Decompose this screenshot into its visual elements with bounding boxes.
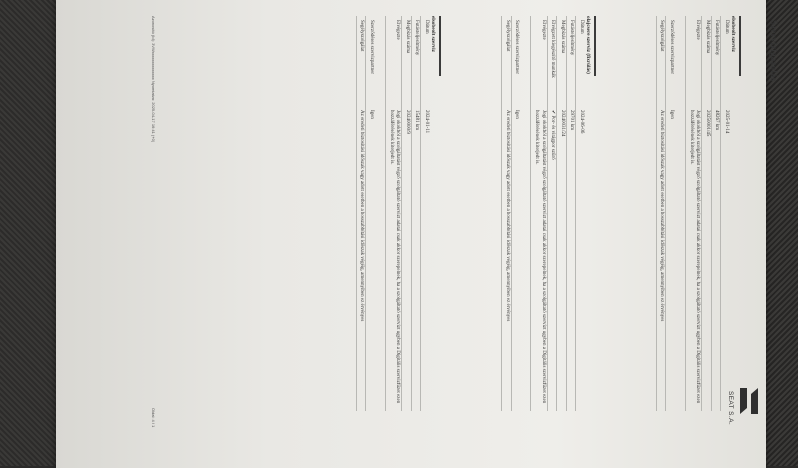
row-value: 2024-01-11 <box>424 110 429 134</box>
table-row <box>356 16 366 411</box>
section-heading: elsobeolt szerviz <box>430 16 436 52</box>
row-label: Megbízás száma <box>704 20 710 54</box>
table-row <box>420 16 430 411</box>
row-value: Jogi okokból a szolgáltatást végző szolgáltató szervizt adatai csak akkor szerepelnek, ha a szolgáltató szervizt ugyben a Digitális szervizfüzet ezen hozzáférésének kiterjedt is. <box>534 110 546 404</box>
row-label: Elvégezte <box>395 20 401 40</box>
section-divider <box>594 16 596 76</box>
section-divider <box>739 16 741 76</box>
table-row <box>556 16 566 411</box>
table-row <box>665 16 675 411</box>
row-label: Segélyszolgálat <box>659 20 665 52</box>
section-heading: elsobeolt szerviz <box>730 16 736 52</box>
row-label: Szerződéses szervizpartner <box>514 20 520 74</box>
table-row <box>511 16 521 411</box>
row-value: Az eredeti biztosítási időszak vagy adott esetben a hosszabbítási időszak végéig, amennyiben ez érvényes <box>659 110 665 322</box>
brand-name: SEAT S.A. <box>727 390 734 426</box>
row-label: Elvégezte <box>540 20 546 40</box>
row-value: Igen <box>669 110 675 119</box>
service-section-1 <box>656 16 741 411</box>
table-row <box>656 16 666 411</box>
table-row <box>701 16 711 411</box>
row-label: Segélyszolgálat <box>359 20 365 52</box>
row-value: 15481 km <box>414 110 420 131</box>
row-value: 2025-01-14 <box>724 110 729 134</box>
row-value: 20240000/9 <box>404 110 410 134</box>
service-section-2 <box>501 16 596 411</box>
footer-identifier: Azonosító (Id): 3VWxxxxxxxxxxxxxx Nyomtatva: 2025-04-17 16:41 (+0) <box>151 16 156 143</box>
document-sheet <box>56 0 779 468</box>
row-label: Segélyszolgálat <box>504 20 510 52</box>
row-label: Megbízás száma <box>559 20 565 54</box>
row-value: Jogi okokból a szolgáltatást végző szolgáltató szervizt adatai csak akkor szerepelnek, ha a szolgáltató szervizt ugyben a Digitális szervizfüzet ezen hozzáférésének kiterjedt is. <box>388 110 401 404</box>
table-row <box>575 16 585 411</box>
section-heading: olajcsere szerviz (fixrúlás) <box>585 16 591 74</box>
row-value: ✔ Por- és virágpor szűrő <box>550 110 556 160</box>
background-surface-left <box>0 0 58 466</box>
section-divider <box>439 16 441 76</box>
table-row <box>720 16 730 411</box>
row-label: Futásteljesítmény <box>414 20 420 56</box>
table-row <box>385 16 401 411</box>
row-value: 20240031/24 <box>559 110 565 137</box>
row-value: 29701 km <box>569 110 575 131</box>
row-value: 48267 km <box>714 110 720 131</box>
table-row <box>685 16 701 411</box>
row-label: Dátum <box>579 20 584 34</box>
row-value: 2024-06-06 <box>579 110 584 134</box>
row-value: Az eredeti biztosítási időszak vagy adott esetben a hosszabbítási időszak végéig, amennyiben ez érvényes <box>504 110 510 322</box>
row-value: Az eredeti biztosítási időszak vagy adott esetben a hosszabbítási időszak végéig, amennyiben ez érvényes <box>359 110 365 322</box>
row-label: Elvégezte <box>695 20 701 40</box>
row-label: Megbízás száma <box>404 20 410 54</box>
row-label: Futásteljesítmény <box>714 20 720 56</box>
table-row <box>566 16 576 411</box>
table-row <box>711 16 721 411</box>
table-row <box>530 16 546 411</box>
row-value: Igen <box>514 110 520 119</box>
row-label: Futásteljesítmény <box>569 20 575 56</box>
row-label: Dátum <box>724 20 729 34</box>
table-row <box>547 16 557 411</box>
row-value: Jogi okokból a szolgáltatást végző szolgáltató szervizt adatai csak akkor szerepelnek, ha a szolgáltató szervizt ugyben a Digitális szervizfüzet ezen hozzáférésének kiterjedt is. <box>688 110 701 404</box>
service-section-3 <box>356 16 441 411</box>
table-row <box>365 16 375 411</box>
row-value: Igen <box>369 110 375 119</box>
row-value: 20250001/45 <box>704 110 710 137</box>
row-label: Dátum <box>424 20 429 34</box>
table-row <box>401 16 411 411</box>
row-label: Szerződéses szervizpartner <box>669 20 675 74</box>
document-title: Szervizigazolás <box>769 20 779 82</box>
page-number: Oldal: 4 / 1 <box>151 408 156 428</box>
document-content <box>106 0 796 464</box>
table-row <box>501 16 511 411</box>
row-label: Szerződéses szervizpartner <box>369 20 375 74</box>
row-label: Elvégzett kiegészítő munkák <box>550 20 556 78</box>
table-row <box>411 16 421 411</box>
